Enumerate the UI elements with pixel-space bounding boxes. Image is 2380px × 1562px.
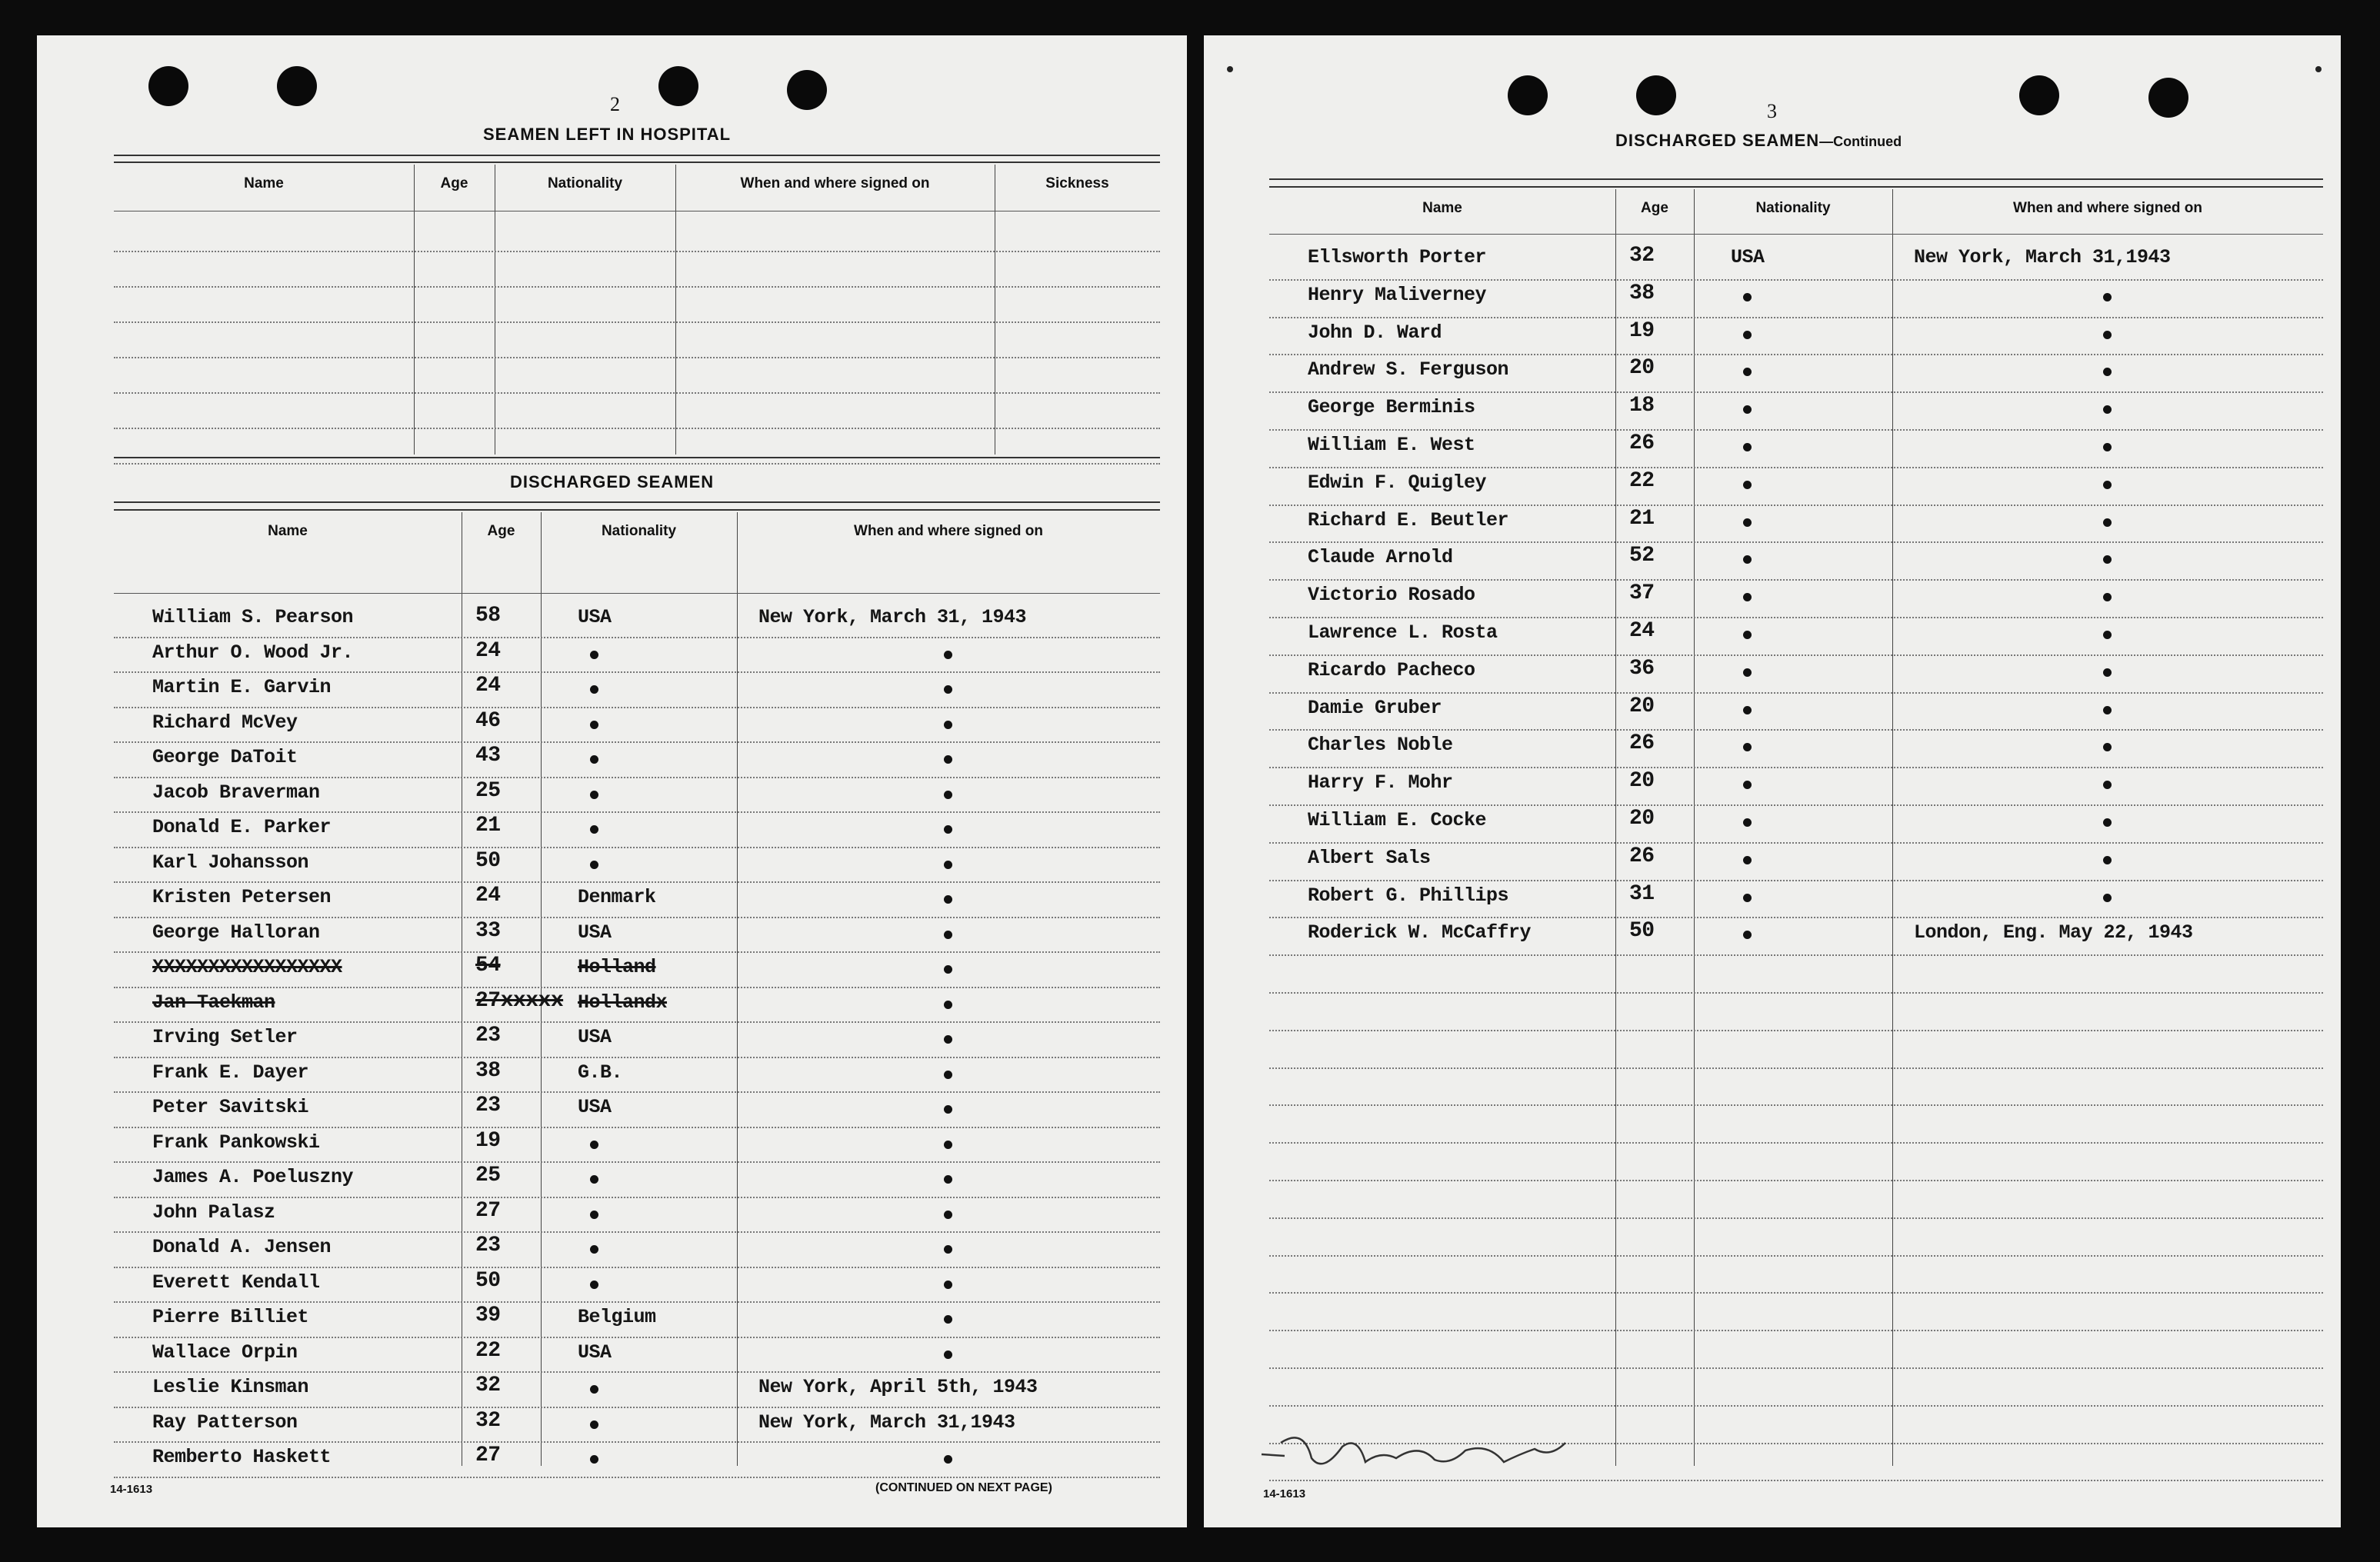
row-line — [114, 1197, 1160, 1198]
hospital-col-header: Sickness — [1045, 175, 1109, 192]
punch-hole — [658, 66, 698, 106]
seaman-nationality: USA — [1731, 246, 1765, 268]
row-line — [1269, 279, 2323, 281]
row-line — [1269, 917, 2323, 918]
row-line — [114, 1091, 1160, 1093]
seaman-name: Ricardo Pacheco — [1308, 658, 1475, 681]
seaman-name: Kristen Petersen — [152, 886, 332, 908]
hospital-col-header: Name — [244, 175, 284, 192]
seaman-name: John D. Ward — [1308, 321, 1442, 344]
seaman-name: Arthur O. Wood Jr. — [152, 641, 354, 664]
row-line — [1269, 954, 2323, 956]
seaman-nationality: USA — [578, 1026, 612, 1048]
ditto-mark — [944, 1001, 952, 1009]
seaman-age: 22 — [1629, 468, 1655, 493]
discharged-title: DISCHARGED SEAMEN — [510, 472, 715, 491]
row-line — [1269, 617, 2323, 618]
seaman-signed-on: London, Eng. May 22, 1943 — [1914, 921, 2193, 944]
row-line — [1269, 1142, 2323, 1144]
col-header: Age — [1641, 200, 1668, 216]
row-line — [1269, 1405, 2323, 1407]
ditto-mark — [944, 861, 952, 869]
ditto-mark — [944, 721, 952, 729]
row-line — [114, 637, 1160, 638]
ditto-mark — [1743, 743, 1752, 751]
ditto-mark — [590, 755, 598, 764]
seaman-age: 25 — [475, 778, 501, 803]
seaman-age: 19 — [475, 1128, 501, 1153]
seaman-name: Edwin F. Quigley — [1308, 471, 1487, 494]
seaman-signed-on: New York, March 31,1943 — [758, 1410, 1015, 1434]
seaman-nationality: USA — [578, 1096, 612, 1118]
ditto-mark — [944, 1035, 952, 1044]
row-line — [114, 671, 1160, 673]
ditto-mark — [1743, 668, 1752, 677]
col-header: Name — [1422, 200, 1462, 216]
row-line — [1269, 1367, 2323, 1369]
ditto-mark — [2103, 781, 2112, 789]
row-line — [1269, 1217, 2323, 1219]
ditto-mark — [1743, 593, 1752, 601]
seaman-age: 43 — [475, 744, 501, 768]
ditto-mark — [944, 755, 952, 764]
seaman-name: Remberto Haskett — [152, 1446, 332, 1468]
ditto-mark — [1743, 518, 1752, 527]
seaman-age: 27xxxxx — [475, 988, 564, 1013]
punch-hole — [2148, 78, 2188, 118]
row-line — [114, 987, 1160, 988]
ditto-mark — [1743, 856, 1752, 864]
seaman-age: 23 — [475, 1094, 501, 1117]
seaman-nationality: G.B. — [578, 1061, 623, 1084]
punch-hole — [1636, 75, 1676, 115]
col-header: Age — [487, 523, 515, 539]
seaman-name: Charles Noble — [1308, 734, 1453, 757]
rule — [114, 155, 1160, 156]
ditto-mark — [944, 895, 952, 904]
seaman-name: Frank Pankowski — [152, 1131, 320, 1154]
ditto-mark — [944, 965, 952, 974]
ditto-mark — [1743, 818, 1752, 827]
row-line — [1269, 992, 2323, 994]
ditto-mark — [944, 931, 952, 939]
seaman-name: John Palasz — [152, 1201, 275, 1224]
seaman-age: 24 — [1629, 619, 1655, 643]
ditto-mark — [1743, 555, 1752, 564]
rule — [114, 162, 1160, 163]
row-line — [1269, 1104, 2323, 1106]
row-line — [114, 777, 1160, 778]
handwritten-signature — [1258, 1420, 1581, 1481]
ditto-mark — [590, 1175, 598, 1184]
ditto-mark — [590, 1211, 598, 1219]
seaman-age: 32 — [1629, 244, 1655, 268]
ditto-mark — [944, 1245, 952, 1254]
row-line — [1269, 317, 2323, 318]
row-line — [114, 811, 1160, 813]
rule — [114, 593, 1160, 594]
seaman-name: Claude Arnold — [1308, 546, 1453, 569]
ditto-mark — [2103, 518, 2112, 527]
row-line — [114, 741, 1160, 743]
ditto-mark — [590, 1420, 598, 1429]
column-divider — [737, 512, 738, 1466]
seaman-name: Ray Patterson — [152, 1410, 298, 1434]
col-header: Nationality — [1755, 200, 1831, 216]
ditto-mark — [1743, 631, 1752, 639]
seaman-age: 23 — [475, 1024, 501, 1047]
seaman-nationality: USA — [578, 606, 612, 628]
row-line — [114, 1021, 1160, 1023]
seaman-age: 31 — [1629, 881, 1655, 906]
row-line — [114, 251, 1160, 252]
seaman-age: 39 — [475, 1304, 501, 1327]
row-line — [114, 463, 1160, 465]
punch-hole — [277, 66, 317, 106]
seaman-age: 19 — [1629, 318, 1655, 343]
row-line — [114, 951, 1160, 953]
seaman-name: Pierre Billiet — [152, 1306, 309, 1328]
seaman-name: George Halloran — [152, 921, 320, 944]
seaman-name: William E. Cocke — [1308, 809, 1487, 831]
seaman-age: 21 — [1629, 506, 1655, 531]
row-line — [1269, 1292, 2323, 1294]
seaman-age: 22 — [475, 1338, 501, 1363]
seaman-age: 50 — [1629, 919, 1655, 944]
row-line — [1269, 1330, 2323, 1331]
seaman-name: Henry Maliverney — [1308, 283, 1487, 306]
row-line — [114, 428, 1160, 429]
row-line — [1269, 842, 2323, 844]
ditto-mark — [2103, 443, 2112, 451]
row-line — [114, 1441, 1160, 1443]
seaman-age: 26 — [1629, 731, 1655, 756]
seaman-name: Donald A. Jensen — [152, 1236, 332, 1258]
row-line — [114, 321, 1160, 323]
column-divider — [1694, 189, 1695, 1466]
ditto-mark — [1743, 368, 1752, 376]
ditto-mark — [1743, 894, 1752, 902]
seaman-age: 54 — [475, 954, 501, 977]
seaman-age: 50 — [475, 1268, 501, 1293]
seaman-age: 38 — [475, 1058, 501, 1083]
seaman-name: Damie Gruber — [1308, 696, 1442, 719]
row-line — [114, 1477, 1160, 1478]
ditto-mark — [2103, 593, 2112, 601]
row-line — [1269, 804, 2323, 806]
row-line — [1269, 880, 2323, 881]
seaman-age: 38 — [1629, 281, 1655, 305]
row-line — [1269, 729, 2323, 731]
row-line — [1269, 354, 2323, 355]
row-line — [1269, 391, 2323, 393]
seaman-name: Peter Savitski — [152, 1096, 309, 1118]
ditto-mark — [1743, 706, 1752, 714]
row-line — [114, 847, 1160, 848]
right-page — [1204, 35, 2341, 1527]
seaman-age: 24 — [475, 674, 501, 698]
ditto-mark — [590, 791, 598, 799]
row-line — [1269, 1180, 2323, 1181]
seaman-name: Donald E. Parker — [152, 816, 332, 838]
title-suffix: —Continued — [1819, 134, 1902, 149]
ditto-mark — [944, 651, 952, 659]
seaman-age: 32 — [475, 1374, 501, 1397]
seaman-age: 20 — [1629, 807, 1655, 831]
row-line — [114, 1371, 1160, 1373]
seaman-age: 46 — [475, 708, 501, 733]
ditto-mark — [944, 1071, 952, 1079]
hospital-title: SEAMEN LEFT IN HOSPITAL — [483, 125, 732, 144]
row-line — [1269, 505, 2323, 506]
ditto-mark — [1743, 331, 1752, 339]
ditto-mark — [944, 1175, 952, 1184]
row-line — [114, 1301, 1160, 1303]
ditto-mark — [2103, 743, 2112, 751]
form-code: 14-1613 — [110, 1483, 153, 1496]
ditto-mark — [1743, 481, 1752, 489]
row-line — [1269, 1030, 2323, 1031]
ditto-mark — [590, 1455, 598, 1464]
ditto-mark — [944, 1315, 952, 1324]
seaman-name: Jan Taekman — [152, 991, 275, 1014]
row-line — [114, 286, 1160, 288]
ditto-mark — [944, 1455, 952, 1464]
seaman-name: Richard McVey — [152, 711, 298, 734]
ditto-mark — [1743, 781, 1752, 789]
seaman-name: Richard E. Beutler — [1308, 508, 1509, 531]
seaman-age: 27 — [475, 1444, 501, 1467]
hospital-col-header: Age — [440, 175, 468, 192]
ditto-mark — [944, 1351, 952, 1359]
row-line — [1269, 1067, 2323, 1069]
row-line — [1269, 692, 2323, 694]
ditto-mark — [944, 825, 952, 834]
hospital-col-header: When and where signed on — [740, 175, 930, 192]
seaman-name: George DaToit — [152, 746, 298, 768]
rule — [1269, 186, 2323, 188]
ditto-mark — [944, 791, 952, 799]
seaman-signed-on: New York, March 31,1943 — [1914, 246, 2171, 268]
col-header: Name — [268, 523, 308, 539]
seaman-name: James A. Poeluszny — [152, 1166, 354, 1188]
row-line — [114, 707, 1160, 708]
seaman-name: Frank E. Dayer — [152, 1061, 309, 1084]
seaman-name: Andrew S. Ferguson — [1308, 358, 1509, 381]
seaman-name: Wallace Orpin — [152, 1341, 298, 1364]
punch-hole — [2019, 75, 2059, 115]
ditto-mark — [590, 685, 598, 694]
seaman-signed-on: New York, April 5th, 1943 — [758, 1376, 1038, 1398]
seaman-age: 52 — [1629, 544, 1655, 568]
seaman-signed-on: New York, March 31, 1943 — [758, 606, 1027, 628]
seaman-age: 27 — [475, 1198, 501, 1223]
seaman-age: 20 — [1629, 769, 1655, 794]
seaman-name: Lawrence L. Rosta — [1308, 621, 1498, 644]
col-header: Nationality — [601, 523, 677, 539]
seaman-name: William E. West — [1308, 434, 1475, 456]
row-line — [1269, 654, 2323, 656]
ditto-mark — [2103, 555, 2112, 564]
seaman-age: 25 — [475, 1164, 501, 1187]
ditto-mark — [2103, 631, 2112, 639]
column-divider — [414, 165, 415, 455]
seaman-nationality: USA — [578, 921, 612, 944]
punch-hole — [1508, 75, 1548, 115]
row-line — [114, 1407, 1160, 1408]
seaman-age: 23 — [475, 1234, 501, 1257]
rule — [1269, 234, 2323, 235]
column-divider — [1892, 189, 1893, 1466]
ditto-mark — [1743, 443, 1752, 451]
speck — [2315, 66, 2322, 72]
punch-hole — [148, 66, 188, 106]
left-page — [37, 35, 1187, 1527]
seaman-age: 20 — [1629, 356, 1655, 381]
seaman-age: 24 — [475, 638, 501, 663]
ditto-mark — [590, 861, 598, 869]
seaman-age: 37 — [1629, 581, 1655, 606]
seaman-age: 50 — [475, 848, 501, 873]
seaman-name: Victorio Rosado — [1308, 584, 1475, 607]
ditto-mark — [2103, 818, 2112, 827]
ditto-mark — [2103, 293, 2112, 301]
page-number: 2 — [610, 93, 620, 115]
row-line — [1269, 1255, 2323, 1257]
ditto-mark — [590, 651, 598, 659]
ditto-mark — [944, 685, 952, 694]
rule — [114, 501, 1160, 503]
seaman-age: 36 — [1629, 656, 1655, 681]
ditto-mark — [1743, 293, 1752, 301]
ditto-mark — [944, 1281, 952, 1289]
row-line — [114, 392, 1160, 394]
seaman-age: 32 — [475, 1408, 501, 1433]
seaman-age: 26 — [1629, 431, 1655, 455]
page-number: 3 — [1767, 100, 1777, 122]
hospital-col-header: Nationality — [547, 175, 623, 192]
seaman-name: William S. Pearson — [152, 606, 354, 628]
ditto-mark — [590, 1141, 598, 1149]
seaman-age: 21 — [475, 814, 501, 838]
row-line — [114, 1231, 1160, 1233]
row-line — [114, 1161, 1160, 1163]
row-line — [114, 1267, 1160, 1268]
row-line — [1269, 467, 2323, 468]
rule — [114, 457, 1160, 458]
ditto-mark — [944, 1105, 952, 1114]
ditto-mark — [2103, 856, 2112, 864]
ditto-mark — [590, 825, 598, 834]
rule — [114, 509, 1160, 511]
seaman-age: 18 — [1629, 394, 1655, 418]
seaman-nationality: USA — [578, 1341, 612, 1364]
column-divider — [675, 165, 676, 455]
ditto-mark — [944, 1141, 952, 1149]
seaman-name: Irving Setler — [152, 1026, 298, 1048]
row-line — [1269, 579, 2323, 581]
seaman-age: 24 — [475, 884, 501, 908]
ditto-mark — [2103, 706, 2112, 714]
row-line — [1269, 767, 2323, 768]
row-line — [114, 881, 1160, 883]
seaman-nationality: Denmark — [578, 886, 656, 908]
seaman-name: George Berminis — [1308, 396, 1475, 419]
seaman-name: Leslie Kinsman — [152, 1376, 309, 1398]
ditto-mark — [2103, 894, 2112, 902]
row-line — [1269, 541, 2323, 543]
seaman-name: Martin E. Garvin — [152, 676, 332, 698]
ditto-mark — [2103, 405, 2112, 414]
seaman-name: Albert Sals — [1308, 846, 1431, 869]
row-line — [114, 1127, 1160, 1128]
seaman-age: 33 — [475, 918, 501, 943]
ditto-mark — [2103, 481, 2112, 489]
col-header: When and where signed on — [854, 523, 1043, 539]
speck — [1227, 66, 1233, 72]
discharged-continued-title — [1615, 131, 1902, 151]
row-line — [114, 917, 1160, 918]
ditto-mark — [1743, 931, 1752, 939]
title-main: DISCHARGED SEAMEN — [1615, 131, 1820, 150]
continued-note: (CONTINUED ON NEXT PAGE) — [875, 1481, 1052, 1494]
form-code: 14-1613 — [1263, 1487, 1306, 1500]
column-divider — [1615, 189, 1616, 1466]
punch-hole — [787, 70, 827, 110]
ditto-mark — [2103, 368, 2112, 376]
seaman-name: Karl Johansson — [152, 851, 309, 874]
seaman-name: Robert G. Phillips — [1308, 884, 1509, 907]
ditto-mark — [590, 1245, 598, 1254]
rule — [1269, 178, 2323, 180]
row-line — [1269, 429, 2323, 431]
seaman-age: 26 — [1629, 844, 1655, 868]
col-header: When and where signed on — [2013, 200, 2202, 216]
seaman-name: Everett Kendall — [152, 1271, 320, 1294]
seaman-age: 58 — [475, 604, 501, 628]
ditto-mark — [590, 1281, 598, 1289]
seaman-name: XXXXXXXXXXXXXXXXX — [152, 956, 342, 978]
seaman-name: Jacob Braverman — [152, 781, 320, 804]
seaman-nationality: Hollandx — [578, 991, 668, 1014]
ditto-mark — [2103, 331, 2112, 339]
seaman-nationality: Holland — [578, 956, 656, 978]
ditto-mark — [590, 1385, 598, 1394]
ditto-mark — [590, 721, 598, 729]
ditto-mark — [1743, 405, 1752, 414]
seaman-name: Roderick W. McCaffry — [1308, 921, 1532, 944]
seaman-name: Harry F. Mohr — [1308, 771, 1453, 794]
seaman-name: Ellsworth Porter — [1308, 246, 1487, 268]
row-line — [114, 1057, 1160, 1058]
ditto-mark — [2103, 668, 2112, 677]
ditto-mark — [944, 1211, 952, 1219]
row-line — [114, 357, 1160, 358]
seaman-age: 20 — [1629, 694, 1655, 718]
row-line — [114, 1337, 1160, 1338]
seaman-nationality: Belgium — [578, 1306, 656, 1328]
